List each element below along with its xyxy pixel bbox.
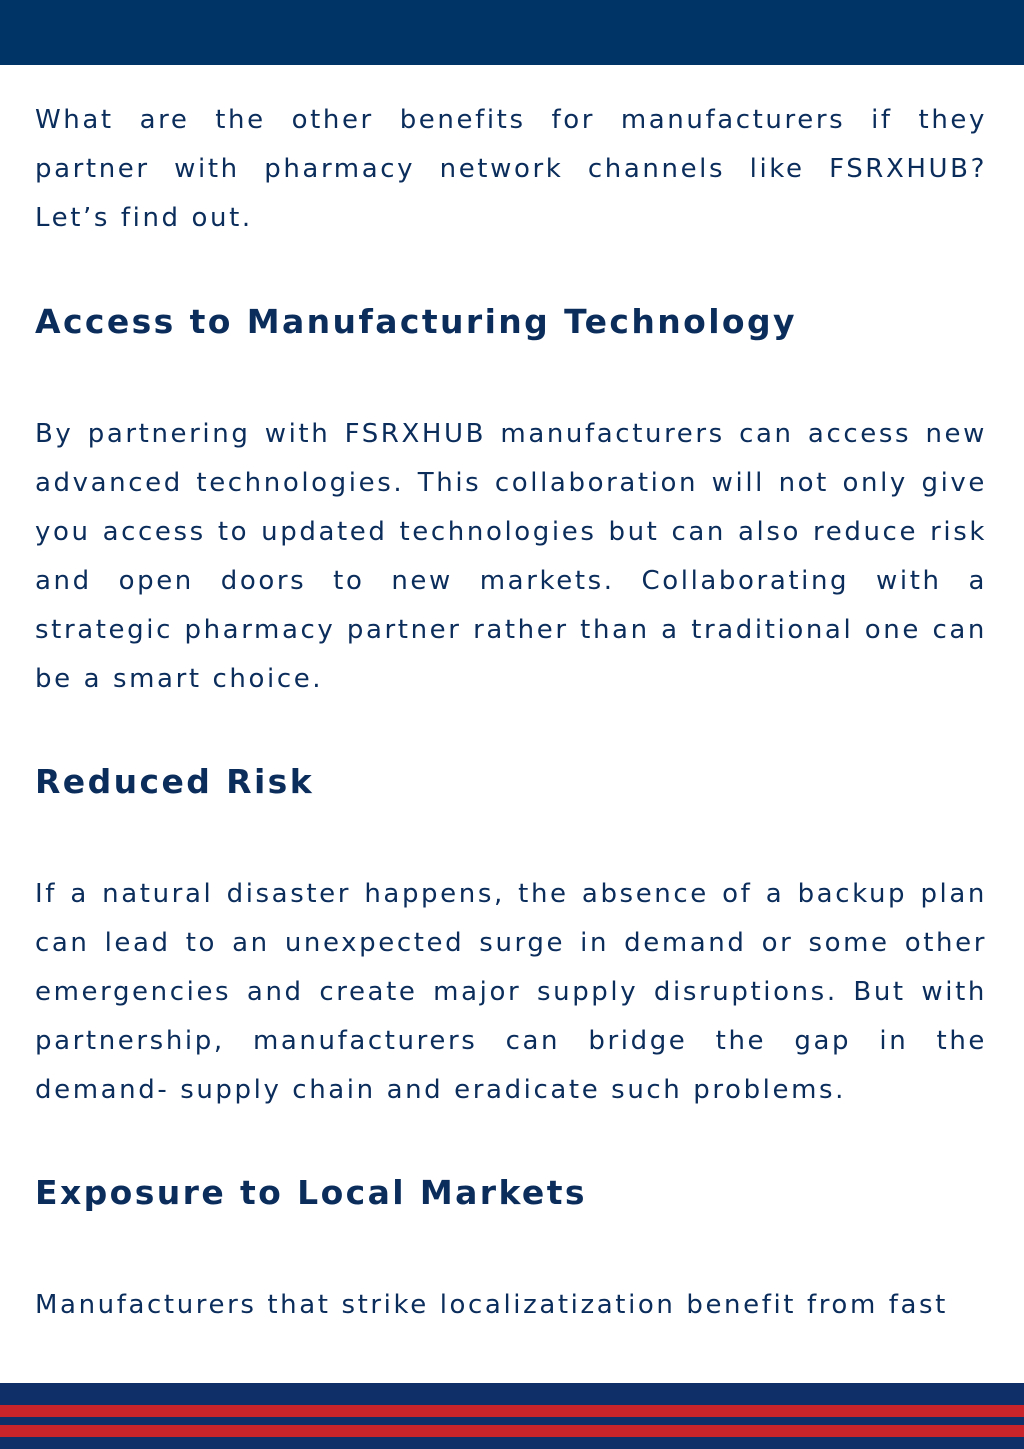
intro-paragraph: What are the other benefits for manufacturers if they partner with pharmacy network channels like FSRXHUB? Let’s find out. bbox=[35, 105, 987, 233]
heading-local-markets: Exposure to Local Markets bbox=[35, 1173, 587, 1212]
article-body bbox=[35, 96, 987, 1330]
paragraph-local-markets: Manufacturers that strike localizatization benefit from fast bbox=[35, 1290, 948, 1320]
paragraph-access-technology: By partnering with FSRXHUB manufacturers can access new advanced technologies. This collaboration will not only give you access to updated technologies but can also reduce risk and open doors to new markets. Collaborating with a strategic pharmacy partner rather than a traditional one can be a smart choice. bbox=[35, 419, 987, 694]
footer-red-stripe-upper bbox=[0, 1405, 1024, 1417]
heading-reduced-risk: Reduced Risk bbox=[35, 762, 315, 801]
footer-band bbox=[0, 1383, 1024, 1449]
paragraph-reduced-risk: If a natural disaster happens, the absence of a backup plan can lead to an unexpected surge in demand or some other emergencies and create major supply disruptions. But with partnership, manufacturers can bridge the gap in the demand- supply chain and eradicate such problems. bbox=[35, 879, 987, 1105]
heading-access-technology: Access to Manufacturing Technology bbox=[35, 302, 797, 341]
header-bar bbox=[0, 0, 1024, 65]
footer-red-stripe-lower bbox=[0, 1425, 1024, 1437]
